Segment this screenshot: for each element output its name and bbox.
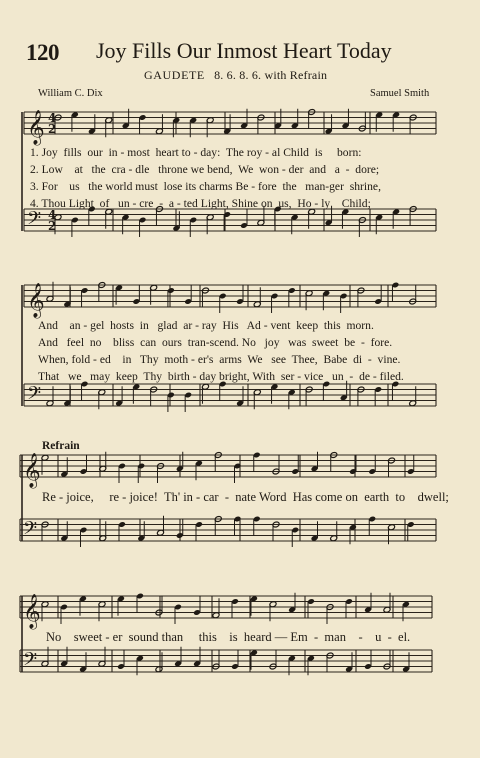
- treble-clef: 𝄞: [23, 453, 41, 488]
- verse-line-1-3: 3. For us the world must lose its charms Be - fore the man-ger shrine,: [30, 180, 381, 193]
- verse-line-1-2: 2. Low at the cra - dle throne we bend, We won - der and a - dore;: [30, 163, 380, 176]
- composer-credit: Samuel Smith: [370, 88, 430, 99]
- treble-clef: 𝄞: [23, 594, 41, 629]
- verse-line-2-4: That we may keep Thy birth - day bright, With ser - vice un - de - filed.: [38, 370, 404, 383]
- bass-clef: 𝄢: [23, 649, 38, 675]
- treble-clef: 𝄞: [27, 110, 45, 145]
- refrain-label: Refrain: [42, 440, 80, 452]
- meter: 8. 6. 8. 6. with Refrain: [214, 68, 328, 82]
- hymn-number: 120: [26, 40, 59, 65]
- refrain-lyrics: Re - joice, re - joice! Th' in - car - nate Word Has come on earth to dwell;: [42, 490, 449, 504]
- time-signature-bottom: 2: [48, 122, 57, 136]
- verse-line-2-3: When, fold - ed in Thy moth - er's arms We see Thee, Babe di - vine.: [38, 353, 401, 366]
- verse-line-2-1: And an - gel hosts in glad ar - ray His Ad - vent keep this morn.: [38, 319, 374, 332]
- treble-clef: 𝄞: [27, 283, 45, 318]
- verse-line-1-4: 4. Thou Light of un - cre - a - ted Light, Shine on us, Ho - ly Child;: [30, 197, 371, 210]
- verse-line-1-1: 1. Joy fills our in - most heart to - day: The roy - al Child is born:: [30, 146, 362, 159]
- bass-clef: 𝄢: [27, 383, 42, 409]
- bass-clef: 𝄢: [27, 208, 42, 234]
- time-signature-top: 4: [48, 111, 57, 125]
- verse-line-2-2: And feel no bliss can ours tran-scend. No joy was sweet be - fore.: [38, 336, 393, 349]
- author-credit: William C. Dix: [38, 88, 103, 99]
- tune-name: GAUDETE: [144, 68, 205, 82]
- closing-lyrics: No sweet - er sound than this is heard — Em - man - u - el.: [46, 630, 411, 644]
- hymn-title: Joy Fills Our Inmost Heart Today: [96, 38, 392, 63]
- time-signature-bottom: 2: [48, 219, 57, 233]
- bass-clef: 𝄢: [23, 518, 38, 544]
- time-signature-top: 4: [48, 208, 57, 222]
